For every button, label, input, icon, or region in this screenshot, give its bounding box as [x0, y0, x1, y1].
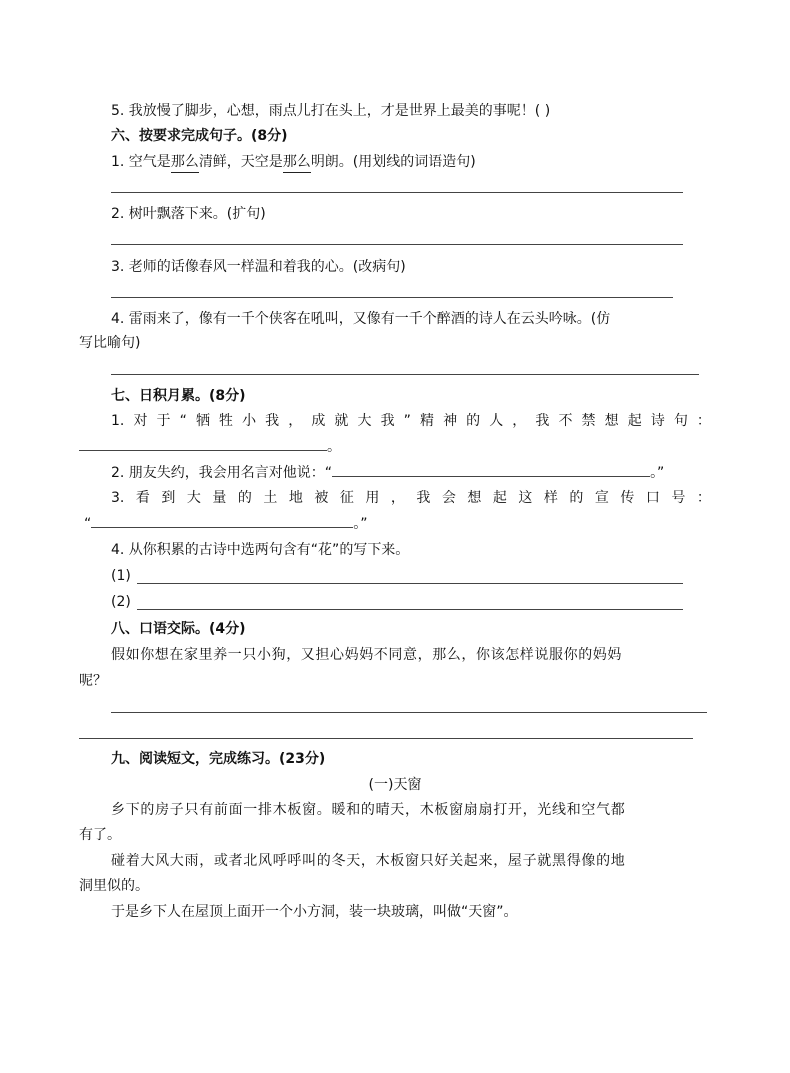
q3-char: 会 — [441, 490, 456, 506]
q1-char: ： — [696, 413, 711, 429]
q1-char: 于 — [156, 413, 171, 429]
q1-char: 句 — [673, 413, 688, 429]
q3-char: 样 — [543, 490, 558, 506]
sec7-q4-item-2 — [111, 592, 131, 612]
q3-char: 看 — [135, 490, 150, 506]
sec6-q1-post: 明朗。(用划线的词语造句) — [310, 154, 476, 170]
q1-char: 我 — [380, 413, 395, 429]
item-2-label: (2) — [111, 594, 131, 610]
q3-char: 我 — [416, 490, 431, 506]
q1-char: ” — [403, 413, 411, 429]
sec6-question-1 — [111, 152, 476, 173]
sec7-q3-open: “ — [84, 516, 92, 532]
q1-char: 牲 — [219, 413, 234, 429]
passage-p1-line1: 乡下的房子只有前面一排木板窗。暖和的晴天，木板窗扇扇打开，光线和空气都 — [111, 802, 626, 818]
answer-blank-sec7-q2[interactable] — [332, 462, 650, 477]
q3-char: 宣 — [594, 490, 609, 506]
q3-char: 口 — [645, 490, 660, 506]
sec6-q1-pre: 1. 空气是 — [111, 154, 171, 170]
q1-char: “ — [179, 413, 187, 429]
q1-char: 的 — [466, 413, 481, 429]
q1-char: ， — [288, 413, 303, 429]
sec7-question-3-line1 — [111, 488, 711, 508]
sec7-question-3-line2 — [84, 513, 368, 534]
sec7-question-4: 4. 从你积累的古诗中选两句含有“花”的写下来。 — [111, 542, 410, 558]
sec7-q2-pre: 2. 朋友失约，我会用名言对他说：“ — [111, 465, 333, 481]
sec7-question-1-line2 — [79, 436, 341, 457]
q3-char: 的 — [237, 490, 252, 506]
q3-char: 到 — [161, 490, 176, 506]
answer-line-sec6-q4[interactable] — [111, 374, 699, 375]
sec7-question-2 — [111, 462, 664, 483]
sec8-prompt-line2: 呢？ — [79, 673, 107, 689]
section-9-title: 九、阅读短文，完成练习。(23分) — [111, 751, 326, 767]
q3-char: ： — [696, 490, 711, 506]
sec6-question-2: 2. 树叶飘落下来。(扩句) — [111, 206, 266, 222]
sec7-q4-item-1 — [111, 566, 131, 586]
item-1-label: (1) — [111, 568, 131, 584]
q1-char: 禁 — [581, 413, 596, 429]
passage-p2-line2: 洞里似的。 — [79, 878, 149, 894]
q1-char: 不 — [558, 413, 573, 429]
q1-char: 起 — [627, 413, 642, 429]
sec6-question-4-line2: 写比喻句) — [79, 335, 141, 351]
sec7-question-1-line1 — [111, 411, 711, 431]
q1-char: 精 — [419, 413, 434, 429]
answer-line-sec6-q2[interactable] — [111, 244, 683, 245]
q3-char: 3. — [111, 490, 125, 506]
q1-char: 想 — [604, 413, 619, 429]
q1-char: 我 — [535, 413, 550, 429]
q3-char: 征 — [339, 490, 354, 506]
passage-p2-line1: 碰着大风大雨，或者北风呼呼叫的冬天，木板窗只好关起来，屋子就黑得像的地 — [111, 853, 626, 869]
sec8-prompt-line1: 假如你想在家里养一只小狗，又担心妈妈不同意，那么，你该怎样说服你的妈妈 — [111, 647, 622, 663]
answer-line-sec8-2[interactable] — [79, 738, 693, 739]
underlined-word-1: 那么 — [171, 152, 199, 173]
answer-line-sec7-q4-1[interactable] — [137, 583, 683, 584]
q1-char: 诗 — [650, 413, 665, 429]
q1-char: 1. — [111, 413, 125, 429]
sec6-question-4-line1: 4. 雷雨来了，像有一千个侠客在吼叫，又像有一千个醉酒的诗人在云头吟咏。(仿 — [111, 311, 611, 327]
answer-blank-sec7-q1[interactable] — [79, 436, 327, 451]
sec6-q1-mid: 清鲜，天空是 — [198, 154, 283, 170]
passage-title: (一)天窗 — [368, 777, 422, 793]
q3-char: 这 — [518, 490, 533, 506]
q1-char: 对 — [133, 413, 148, 429]
q1-char: 就 — [334, 413, 349, 429]
sec6-question-3: 3. 老师的话像春风一样温和着我的心。(改病句) — [111, 259, 406, 275]
q3-char: 用 — [365, 490, 380, 506]
q3-char: 被 — [314, 490, 329, 506]
q3-char: 大 — [186, 490, 201, 506]
q1-char: ， — [512, 413, 527, 429]
q1-char: 大 — [357, 413, 372, 429]
q3-char: 土 — [263, 490, 278, 506]
section-7-title: 七、日积月累。(8分) — [111, 388, 246, 404]
answer-blank-sec7-q3[interactable] — [91, 513, 353, 528]
q3-char: 起 — [492, 490, 507, 506]
q3-char: ， — [390, 490, 405, 506]
section-8-title: 八、口语交际。(4分) — [111, 621, 246, 637]
q1-char: 神 — [443, 413, 458, 429]
q3-char: 想 — [467, 490, 482, 506]
q3-char: 传 — [620, 490, 635, 506]
sec7-q3-end: 。” — [353, 516, 368, 532]
passage-p1-line2: 有了。 — [79, 827, 121, 843]
answer-line-sec8-1[interactable] — [111, 712, 707, 713]
q3-char: 的 — [569, 490, 584, 506]
q1-char: 成 — [311, 413, 326, 429]
q1-char: 我 — [265, 413, 280, 429]
underlined-word-2: 那么 — [283, 152, 311, 173]
answer-line-sec7-q4-2[interactable] — [137, 609, 683, 610]
q1-char: 牺 — [195, 413, 210, 429]
q3-char: 地 — [288, 490, 303, 506]
sec7-q1-end: 。 — [327, 439, 341, 455]
answer-line-sec6-q1[interactable] — [111, 192, 683, 193]
q3-char: 量 — [212, 490, 227, 506]
answer-line-sec6-q3[interactable] — [111, 297, 673, 298]
q3-char: 号 — [671, 490, 686, 506]
q1-char: 小 — [242, 413, 257, 429]
q1-char: 人 — [489, 413, 504, 429]
section-6-title: 六、按要求完成句子。(8分) — [111, 128, 288, 144]
sec7-q2-post: 。” — [650, 465, 665, 481]
question-5: 5. 我放慢了脚步，心想，雨点儿打在头上，才是世界上最美的事呢！( ) — [111, 103, 551, 119]
passage-p3: 于是乡下人在屋顶上面开一个小方洞，装一块玻璃，叫做“天窗”。 — [111, 904, 518, 920]
